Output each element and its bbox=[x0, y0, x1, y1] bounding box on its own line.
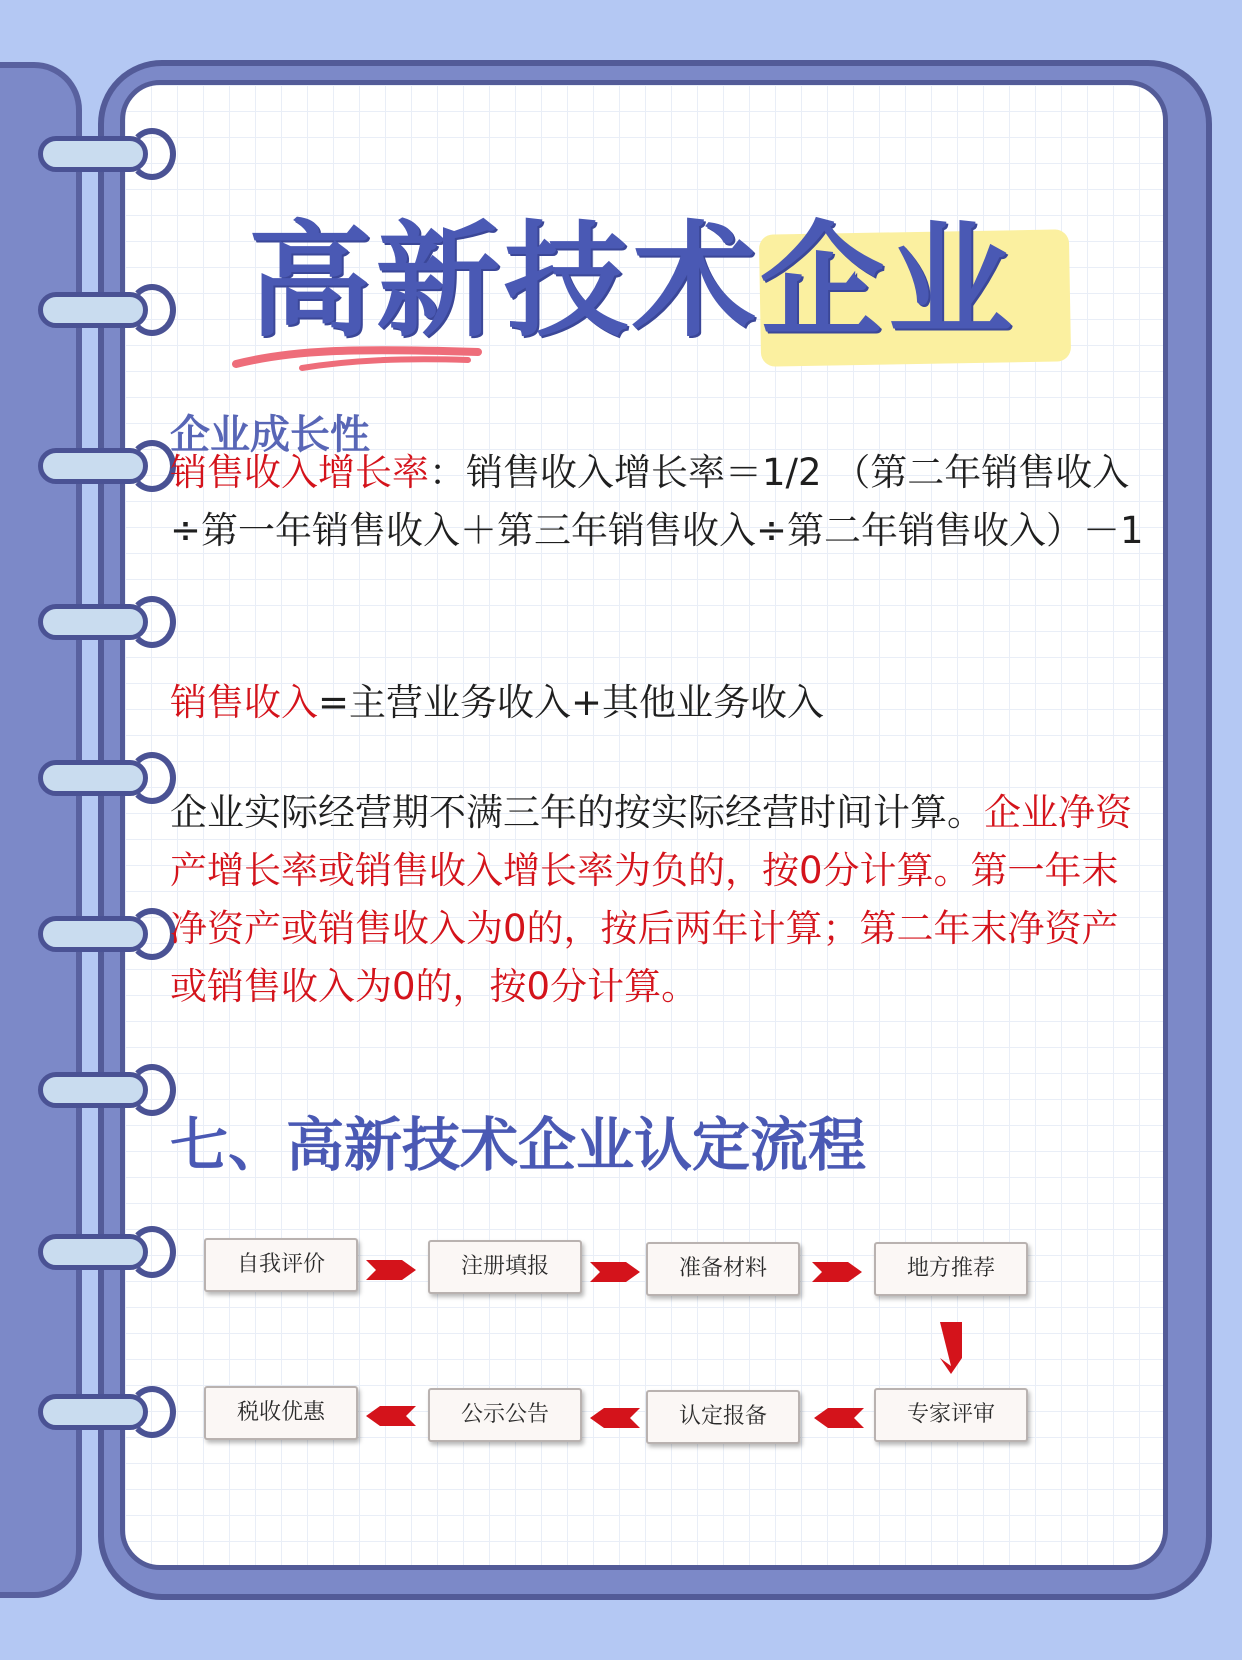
flow-step-public-announcement: 公示公告 bbox=[428, 1388, 582, 1442]
binder-ring bbox=[38, 596, 170, 646]
flow-step-filing: 认定报备 bbox=[646, 1390, 800, 1444]
binder-ring bbox=[38, 128, 170, 178]
binder-ring bbox=[38, 1386, 170, 1436]
binder-ring bbox=[38, 908, 170, 958]
flow-arrow-right-icon bbox=[590, 1260, 640, 1284]
flow-step-self-evaluation: 自我评价 bbox=[204, 1238, 358, 1292]
sales-definition-text: =主营业务收入+其他业务收入 bbox=[318, 681, 825, 724]
sales-definition-paragraph bbox=[170, 674, 1150, 732]
note-red-text: 企业净资产增长率或销售收入增长率为负的，按0分计算。第一年末净资产或销售收入为0的，按后两年计算；第二年末净资产或销售收入为0的，按0分计算。 bbox=[170, 791, 1132, 1008]
flow-arrow-right-icon bbox=[812, 1260, 862, 1284]
flow-arrow-right-icon bbox=[366, 1258, 416, 1282]
note-black-text: 企业实际经营期不满三年的按实际经营时间计算。 bbox=[170, 791, 984, 834]
note-paragraph bbox=[170, 784, 1150, 1016]
binder-ring bbox=[38, 1226, 170, 1276]
binder-ring bbox=[38, 752, 170, 802]
growth-formula-paragraph bbox=[170, 444, 1150, 560]
flow-arrow-down-icon bbox=[938, 1322, 964, 1374]
flow-step-prepare-materials: 准备材料 bbox=[646, 1242, 800, 1296]
growth-formula-text: 销售收入增长率＝1/2 （第二年销售收入÷第一年销售收入＋第三年销售收入÷第二年销售收入）－1 bbox=[170, 451, 1144, 552]
flow-step-tax-benefits: 税收优惠 bbox=[204, 1386, 358, 1440]
section-title: 七、高新技术企业认定流程 bbox=[170, 1111, 867, 1179]
flow-arrow-left-icon bbox=[366, 1404, 416, 1428]
flow-step-expert-review: 专家评审 bbox=[874, 1388, 1028, 1442]
flow-step-local-recommendation: 地方推荐 bbox=[874, 1242, 1028, 1296]
growth-formula-label: 销售收入增长率 bbox=[170, 451, 429, 494]
binder-ring bbox=[38, 284, 170, 334]
flow-arrow-left-icon bbox=[814, 1406, 864, 1430]
page-title: 高新技术企业 bbox=[248, 210, 1017, 354]
growth-formula-separator: ： bbox=[429, 451, 466, 494]
title-underline bbox=[232, 342, 482, 372]
flow-arrow-left-icon bbox=[590, 1406, 640, 1430]
sales-definition-label: 销售收入 bbox=[170, 681, 318, 724]
flow-step-registration: 注册填报 bbox=[428, 1240, 582, 1294]
binder-ring bbox=[38, 1064, 170, 1114]
binder-ring bbox=[38, 440, 170, 490]
section-subtitle: 企业成长性 bbox=[170, 412, 370, 458]
